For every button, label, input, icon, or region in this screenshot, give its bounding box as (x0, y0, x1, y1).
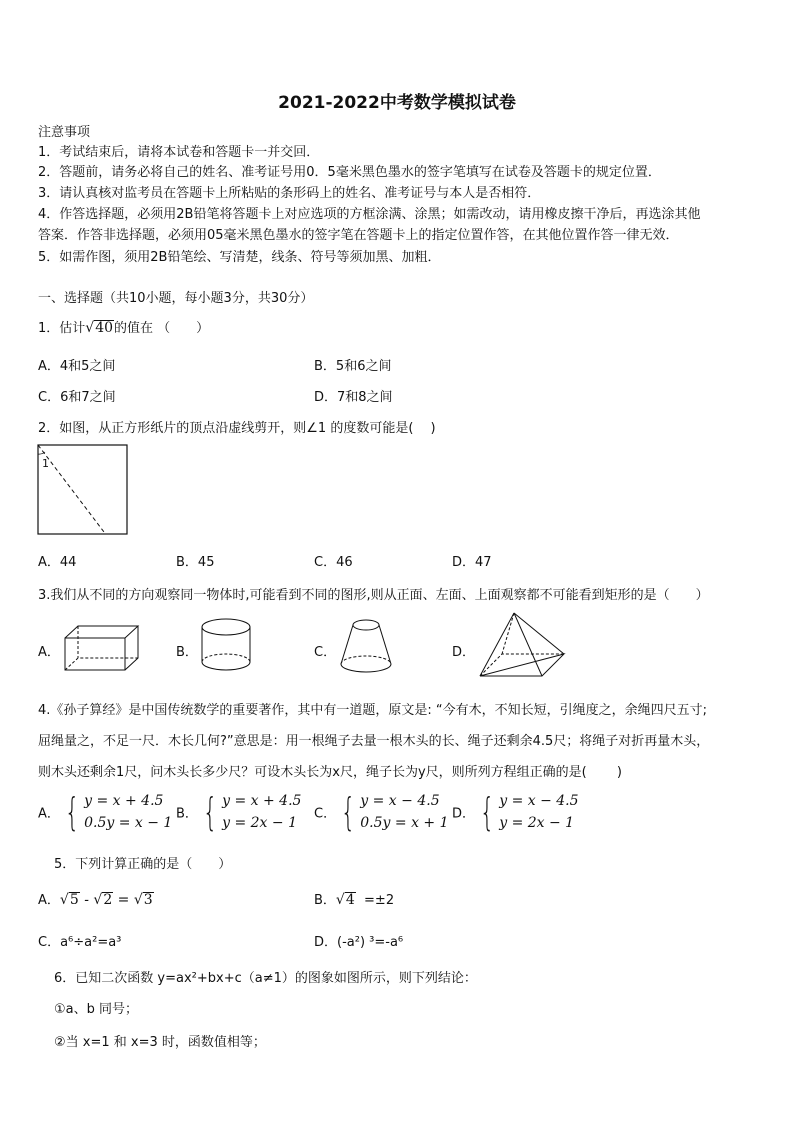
option-b: B．5和6之间 (314, 359, 392, 374)
question-5-stem: 5．下列计算正确的是（ ） (54, 857, 232, 872)
option-label: B． (314, 893, 336, 908)
question-4-line: 4.《孙子算经》是中国传统数学的重要著作，其中有一道题，原文是: “今有木，不知长短，引绳度之，余绳四尺五寸; (38, 703, 708, 718)
sqrt-expression: √4 (335, 892, 355, 908)
equation: y = x + 4.5 (84, 793, 164, 809)
option-d: D．(-a²) ³=-a⁶ (314, 935, 404, 950)
equation-system (222, 790, 301, 834)
notice-item: 1．考试结束后，请将本试卷和答题卡一并交回． (38, 145, 320, 160)
cuboid-figure (60, 622, 142, 674)
option-c (314, 790, 449, 834)
equation-system (499, 790, 578, 834)
option-d-label: D． (452, 645, 476, 660)
option-label: A． (38, 806, 60, 822)
option-label: C． (314, 806, 337, 822)
notice-item: 4．作答选择题，必须用2B铅笔将答题卡上对应选项的方框涂满、涂黑；如需改动，请用橡皮擦干净后，再选涂其他 (38, 207, 701, 222)
pyramid-figure (474, 610, 570, 682)
question-6-stem: 6．已知二次函数 y=ax²+bx+c（a≠1）的图象如图所示，则下列结论： (54, 971, 477, 986)
option-d: D．47 (452, 555, 492, 570)
question-1-post: 的值在 （ ） (114, 321, 210, 336)
radicand: 4 (345, 892, 355, 908)
notice-item: 5．如需作图，须用2B铅笔绘、写清楚，线条、符号等须加黑、加粗． (38, 250, 441, 265)
equation-system (84, 790, 172, 834)
option-b (176, 790, 301, 834)
option-a: A．4和5之间 (38, 359, 116, 374)
question-4-line: 屈绳量之，不足一尺．木长几何?”意思是：用一根绳子去量一根木头的长、绳子还剩余4.5尺；将绳子对折再量木头， (38, 734, 710, 749)
option-label: A． (38, 893, 60, 908)
option-a (38, 889, 154, 908)
option-b: B．45 (176, 555, 215, 570)
option-a: A．44 (38, 555, 77, 570)
equation: y = x − 4.5 (360, 793, 440, 809)
equation: y = 2x − 1 (499, 815, 575, 831)
left-brace: { (340, 790, 356, 834)
equation: y = x + 4.5 (222, 793, 302, 809)
question-4-line: 则木头还剩余1尺，问木头长多少尺？可设木头长为x尺，绳子长为y尺，则所列方程组正确的是( ) (38, 765, 622, 780)
question-1-stem (38, 317, 209, 336)
equation: 0.5y = x + 1 (360, 815, 449, 831)
conclusion-item: ②当 x=1 和 x=3 时，函数值相等； (54, 1035, 266, 1050)
option-b (314, 889, 394, 908)
option-value: =±2 (364, 893, 395, 908)
radicand: 3 (143, 892, 153, 908)
option-d (452, 790, 579, 834)
square-paper-figure (36, 443, 130, 537)
option-c-label: C． (314, 645, 337, 660)
angle-label: 1 (42, 457, 49, 470)
notice-item: 3．请认真核对监考员在答题卡上所粘贴的条形码上的姓名、准考证号与本人是否相符． (38, 186, 541, 201)
radicand: 5 (69, 892, 79, 908)
option-b-label: B． (176, 645, 198, 660)
question-1-pre: 1．估计 (38, 321, 86, 336)
option-label: B． (176, 806, 198, 822)
equation-system (360, 790, 448, 834)
option-a (38, 790, 172, 834)
option-label: D． (452, 806, 476, 822)
question-3-stem: 3.我们从不同的方向观察同一物体时,可能看到不同的图形,则从正面、左面、上面观察都不可能看到矩形的是（ ） (38, 588, 709, 603)
frustum-figure (336, 614, 400, 678)
sqrt-expression: √5 - √2 = √3 (59, 892, 153, 908)
section-heading: 一、选择题（共10小题，每小题3分，共30分） (38, 291, 314, 306)
notice-item: 2．答题前，请务必将自己的姓名、准考证号用0．5毫米黑色墨水的签字笔填写在试卷及答题卡的规定位置． (38, 165, 661, 180)
notice-item: 答案．作答非选择题，必须用05毫米黑色墨水的签字笔在答题卡上的指定位置作答，在其他位置作答一律无效． (38, 228, 679, 243)
option-c: C．a⁶÷a²=a³ (38, 935, 122, 950)
option-a-label: A． (38, 645, 60, 660)
option-d: D．7和8之间 (314, 390, 393, 405)
sqrt-expression: √40 (85, 320, 114, 336)
option-c: C．6和7之间 (38, 390, 116, 405)
left-brace: { (479, 790, 495, 834)
left-brace: { (202, 790, 218, 834)
option-c: C．46 (314, 555, 353, 570)
left-brace: { (64, 790, 80, 834)
cylinder-figure (198, 616, 258, 676)
radicand: 40 (95, 320, 114, 336)
radicand: 2 (103, 892, 113, 908)
conclusion-item: ①a、b 同号； (54, 1002, 139, 1017)
question-2-stem: 2．如图，从正方形纸片的顶点沿虚线剪开，则∠1 的度数可能是( ) (38, 421, 436, 436)
equation: y = 2x − 1 (222, 815, 297, 831)
page-title: 2021-2022中考数学模拟试卷 (278, 93, 516, 113)
equation: y = x − 4.5 (499, 793, 579, 809)
notice-heading: 注意事项 (38, 125, 91, 140)
equation: 0.5y = x − 1 (84, 815, 173, 831)
